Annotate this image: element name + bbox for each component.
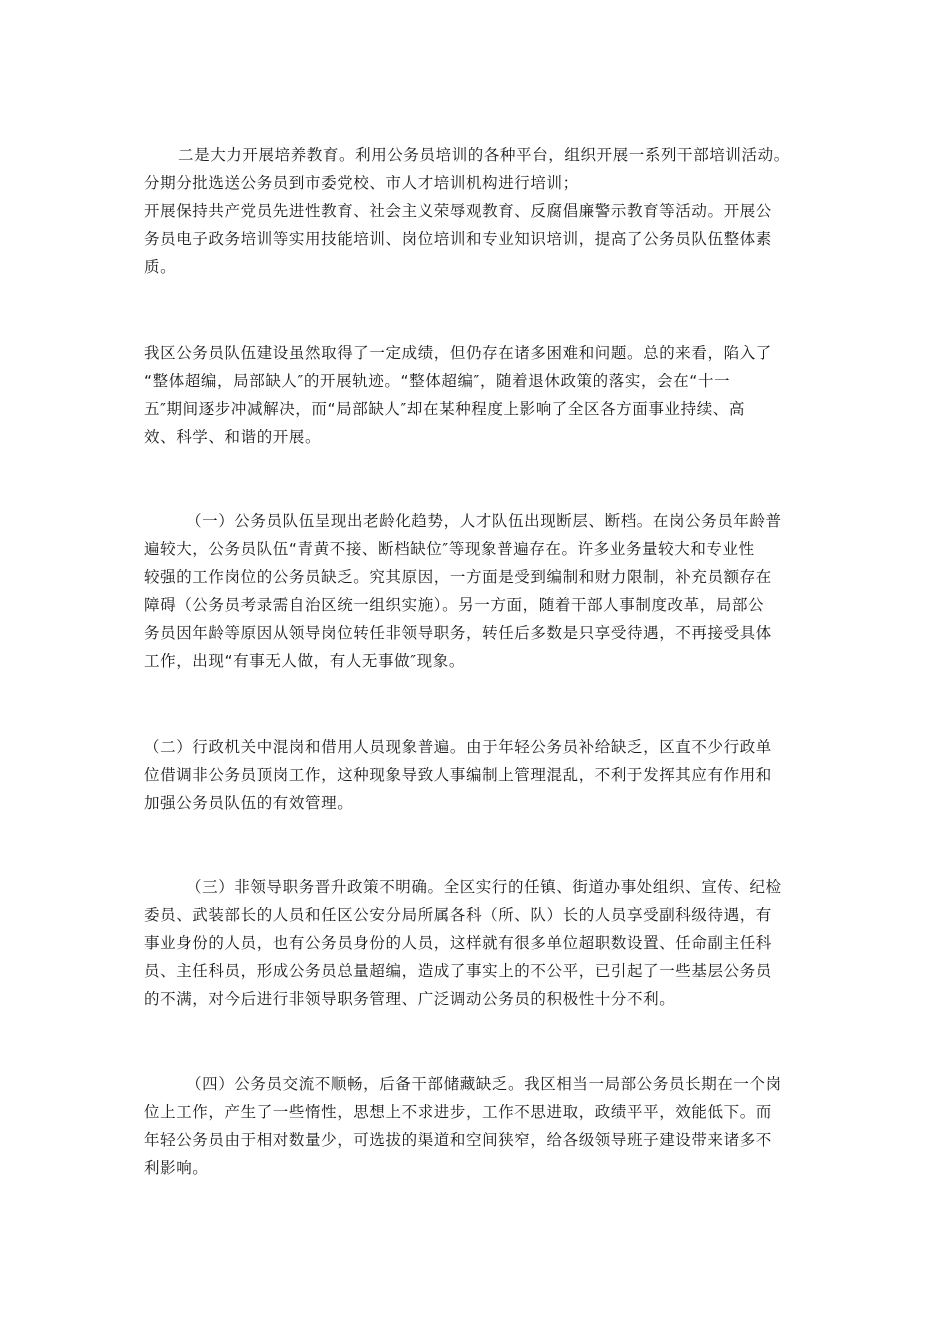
text-line: 委员、武装部长的人员和任区公安分局所属各科（所、队）长的人员享受副科级待遇，有 bbox=[144, 906, 772, 924]
text-line: 位借调非公务员顶岗工作，这种现象导致人事编制上管理混乱，不利于发挥其应有作用和 bbox=[144, 766, 772, 784]
text-line: 障碍（公务员考录需自治区统一组织实施）。另一方面，随着干部人事制度改革，局部公 bbox=[144, 596, 765, 614]
text-line: 五″期间逐步冲减解决，而“局部缺人″却在某种程度上影响了全区各方面事业持续、高 bbox=[144, 400, 746, 418]
text-line: 我区公务员队伍建设虽然取得了一定成绩，但仍存在诸多困难和问题。总的来看，陷入了 bbox=[144, 344, 772, 362]
paragraph-issue-4 bbox=[144, 1070, 809, 1182]
text-line: 员、主任科员，形成公务员总量超编，造成了事实上的不公平，已引起了一些基层公务员 bbox=[144, 962, 772, 980]
text-line: 二是大力开展培养教育。利用公务员培训的各种平台，组织开展一系列干部培训活动。 bbox=[178, 146, 790, 164]
paragraph-overview bbox=[144, 339, 809, 451]
paragraph-issue-1 bbox=[144, 507, 809, 675]
text-line: 分期分批选送公务员到市委党校、市人才培训机构进行培训； bbox=[144, 174, 579, 192]
text-line: 务员因年龄等原因从领导岗位转任非领导职务，转任后多数是只享受待遇，不再接受具体 bbox=[144, 624, 772, 642]
text-line: （二）行政机关中混岗和借用人员现象普遍。由于年轻公务员补给缺乏，区直不少行政单 bbox=[144, 738, 772, 756]
text-line: （一）公务员队伍呈现出老龄化趋势，人才队伍出现断层、断档。在岗公务员年龄普 bbox=[186, 512, 782, 530]
paragraph-issue-3 bbox=[144, 873, 809, 1013]
text-line: 工作，出现“有事无人做，有人无事做″现象。 bbox=[144, 652, 465, 670]
text-line: 利影响。 bbox=[144, 1159, 209, 1177]
text-line: （三）非领导职务晋升政策不明确。全区实行的任镇、街道办事处组织、宣传、纪检 bbox=[186, 878, 782, 896]
text-line: 质。 bbox=[144, 258, 177, 276]
text-line: 位上工作，产生了一些惰性，思想上不求进步，工作不思进取，政绩平平，效能低下。而 bbox=[144, 1103, 772, 1121]
text-line: 事业身份的人员，也有公务员身份的人员，这样就有很多单位超职数设置、任命副主任科 bbox=[144, 934, 772, 952]
text-line: 遍较大，公务员队伍“青黄不接、断档缺位″等现象普遍存在。许多业务量较大和专业性 bbox=[144, 540, 755, 558]
text-line: （四）公务员交流不顺畅，后备干部储藏缺乏。我区相当一局部公务员长期在一个岗 bbox=[186, 1075, 782, 1093]
paragraph-issue-2 bbox=[144, 733, 809, 817]
paragraph-training bbox=[144, 141, 809, 281]
text-line: 开展保持共产党员先进性教育、社会主义荣辱观教育、反腐倡廉警示教育等活动。开展公 bbox=[144, 202, 772, 220]
text-line: 务员电子政务培训等实用技能培训、岗位培训和专业知识培训，提高了公务员队伍整体素 bbox=[144, 230, 772, 248]
text-line: “整体超编，局部缺人″的开展轨迹。“整体超编″，随着退休政策的落实，会在“十一 bbox=[144, 372, 731, 390]
text-line: 加强公务员队伍的有效管理。 bbox=[144, 794, 354, 812]
text-line: 的不满，对今后进行非领导职务管理、广泛调动公务员的积极性十分不利。 bbox=[144, 990, 676, 1008]
text-line: 效、科学、和谐的开展。 bbox=[144, 428, 322, 446]
text-line: 较强的工作岗位的公务员缺乏。究其原因，一方面是受到编制和财力限制，补充员额存在 bbox=[144, 568, 772, 586]
text-line: 年轻公务员由于相对数量少，可选拔的渠道和空间狭窄，给各级领导班子建设带来诸多不 bbox=[144, 1131, 772, 1149]
